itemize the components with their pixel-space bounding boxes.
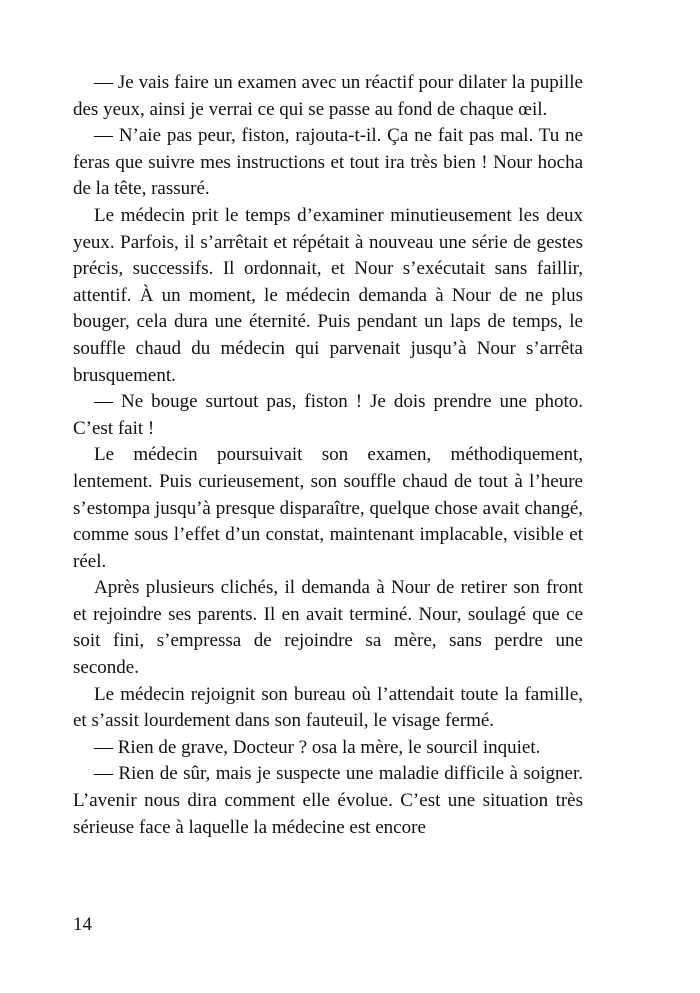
- paragraph: Le médecin prit le temps d’examiner minutieusement les deux yeux. Parfois, il s’arrêtait et répétait à nouveau une série de gestes précis, successifs. Il ordonnait, et Nour s’exécutait sans faillir, attentif. À un moment, le médecin demanda à Nour de ne plus bouger, cela dura une éternité. Puis pendant un laps de temps, le souffle chaud du médecin qui parvenait jusqu’à Nour s’arrêta brusquement.: [73, 204, 583, 386]
- paragraph: Après plusieurs clichés, il demanda à Nour de retirer son front et rejoindre ses parents. Il en avait terminé. Nour, soulagé que ce soit fini, s’empressa de rejoindre sa mère, sans perdre une seconde.: [73, 577, 583, 679]
- page-number: 14: [73, 914, 92, 935]
- paragraph: — N’aie pas peur, fiston, rajouta-t-il. Ça ne fait pas mal. Tu ne feras que suivre mes instructions et tout ira très bien ! Nour hocha de la tête, rassuré.: [73, 125, 583, 200]
- paragraph: — Je vais faire un examen avec un réactif pour dilater la pupille des yeux, ainsi je verrai ce qui se passe au fond de chaque œil.: [73, 72, 583, 120]
- paragraph: Le médecin rejoignit son bureau où l’attendait toute la famille, et s’assit lourdement dans son fauteuil, le visage fermé.: [73, 683, 583, 732]
- body-text: [73, 70, 583, 841]
- paragraph: — Rien de sûr, mais je suspecte une maladie difficile à soigner. L’avenir nous dira comment elle évolue. C’est une situation très sérieuse face à laquelle la médecine est encore: [73, 763, 583, 838]
- paragraph: — Rien de grave, Docteur ? osa la mère, le sourcil inquiet.: [94, 736, 541, 758]
- paragraph: — Ne bouge surtout pas, fiston ! Je dois prendre une photo. C’est fait !: [73, 391, 583, 439]
- paragraph: Le médecin poursuivait son examen, méthodiquement, lentement. Puis curieusement, son souffle chaud de tout à l’heure s’estompa jusqu’à presque disparaître, quelque chose avait changé, comme sous l’effet d’un constat, maintenant implacable, visible et réel.: [73, 444, 583, 572]
